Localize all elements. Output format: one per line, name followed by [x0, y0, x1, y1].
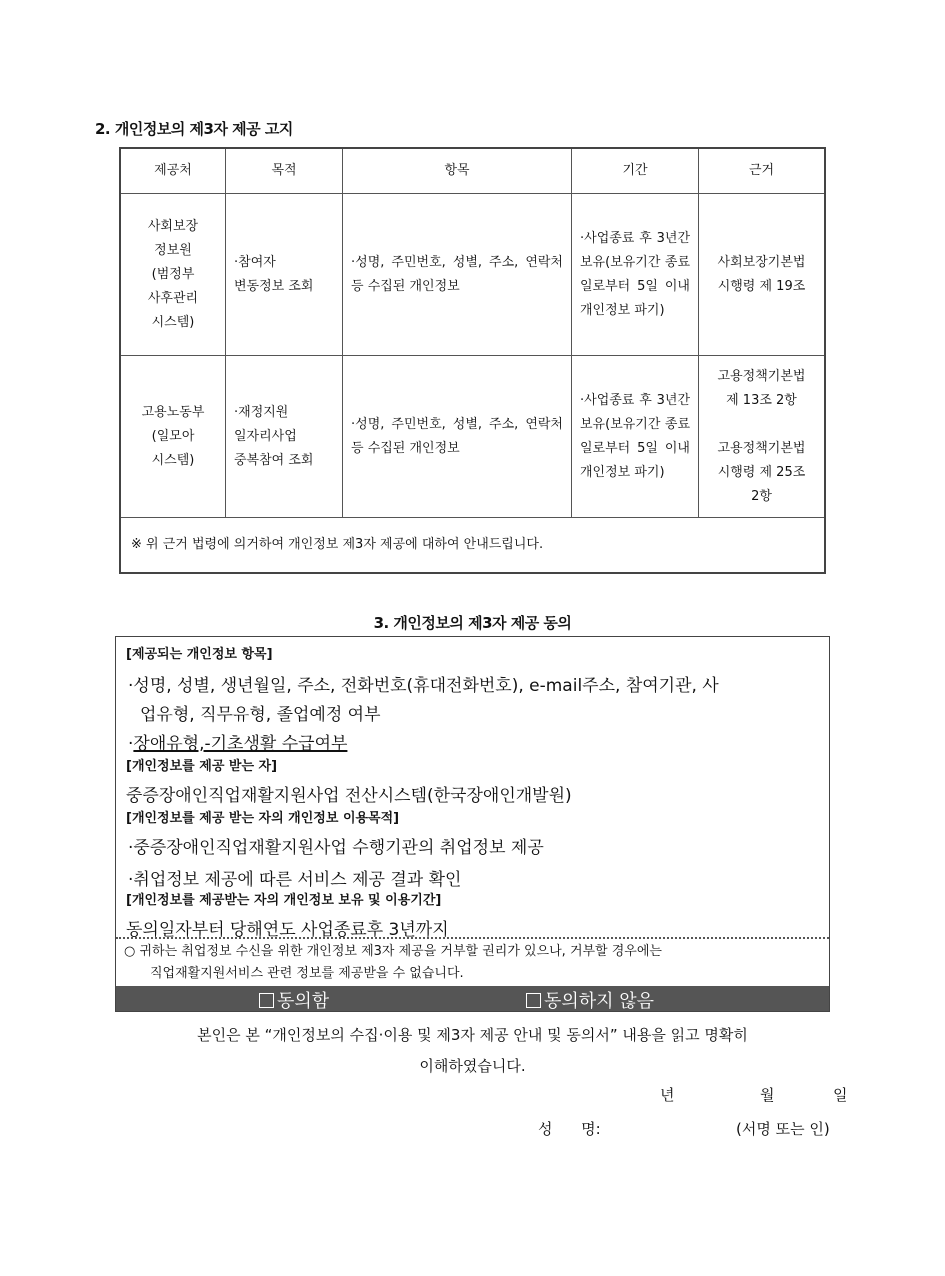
- provider-cell: 고용노동부 (일모아 시스템): [120, 356, 226, 518]
- basis-cell: 고용정책기본법 제 13조 2항 고용정책기본법 시행령 제 25조 2항: [699, 356, 826, 518]
- recipient-label: [개인정보를 제공 받는 자]: [126, 759, 278, 774]
- purpose-line: ·중증장애인직업재활지원사업 수행기관의 취업정보 제공: [128, 838, 544, 858]
- header-items: 항목: [343, 148, 572, 194]
- year-label: 년: [660, 1086, 675, 1104]
- table-row: [120, 356, 825, 518]
- month-label: 월: [760, 1086, 775, 1104]
- consent-statement: 본인은 본 “개인정보의 수집·이용 및 제3자 제공 안내 및 동의서” 내용을 읽고 명확히: [197, 1026, 748, 1044]
- agree-checkbox[interactable]: [259, 993, 274, 1008]
- section2-title: 2. 개인정보의 제3자 제공 고지: [95, 120, 293, 138]
- table-row: [120, 194, 825, 356]
- refusal-notice: ○ 귀하는 취업정보 수신을 위한 개인정보 제3자 제공을 거부할 권리가 있으나, 거부할 경우에는 직업재활지원서비스 관련 정보를 제공받을 수 없습니다.: [124, 944, 662, 981]
- purpose-label: [개인정보를 제공 받는 자의 개인정보 이용목적]: [126, 811, 400, 826]
- signature-hint: (서명 또는 인): [736, 1120, 830, 1138]
- disagree-option[interactable]: 동의하지 않음: [526, 987, 654, 1013]
- header-provider: 제공처: [120, 148, 226, 194]
- divider: [116, 937, 829, 939]
- notice-text: ※ 위 근거 법령에 의거하여 개인정보 제3자 제공에 대하여 안내드립니다.: [120, 518, 825, 574]
- name-label: 성 명:: [538, 1120, 601, 1138]
- retention-text: 동의일자부터 당해연도 사업종료후 3년까지: [126, 920, 449, 940]
- section3-title: 3. 개인정보의 제3자 제공 동의: [373, 614, 572, 632]
- period-cell: ·사업종료 후 3년간 보유(보유기간 종료일로부터 5일 이내 개인정보 파기): [572, 194, 699, 356]
- retention-label: [개인정보를 제공받는 자의 개인정보 보유 및 이용기간]: [126, 893, 442, 908]
- header-purpose: 목적: [226, 148, 343, 194]
- items-cell: ·성명, 주민번호, 성별, 주소, 연락처 등 수집된 개인정보: [343, 194, 572, 356]
- table-header-row: [120, 148, 825, 194]
- consent-box: [115, 636, 830, 1012]
- provider-cell: 사회보장 정보원 (범정부 사후관리 시스템): [120, 194, 226, 356]
- items-line: 업유형, 직무유형, 졸업예정 여부: [140, 705, 381, 725]
- header-period: 기간: [572, 148, 699, 194]
- third-party-notice-table: [119, 147, 826, 574]
- items-label: [제공되는 개인정보 항목]: [126, 647, 273, 662]
- period-cell: ·사업종료 후 3년간 보유(보유기간 종료일로부터 5일 이내 개인정보 파기): [572, 356, 699, 518]
- items-line: ·성명, 성별, 생년월일, 주소, 전화번호(휴대전화번호), e-mail주소, 참여기관, 사: [128, 676, 719, 696]
- disagree-checkbox[interactable]: [526, 993, 541, 1008]
- header-basis: 근거: [699, 148, 826, 194]
- note-row: [120, 518, 825, 574]
- basis-cell: 사회보장기본법 시행령 제 19조: [699, 194, 826, 356]
- purpose-cell: ·참여자 변동정보 조회: [226, 194, 343, 356]
- consent-statement-2: 이해하였습니다.: [419, 1057, 526, 1075]
- consent-choice-bar: [116, 986, 829, 1011]
- day-label: 일: [833, 1086, 848, 1104]
- purpose-line: ·취업정보 제공에 따른 서비스 제공 결과 확인: [128, 870, 462, 890]
- agree-option[interactable]: 동의함: [259, 987, 329, 1013]
- items-line-sensitive: ·장애유형,-기초생활 수급여부: [128, 734, 348, 754]
- recipient-text: 중증장애인직업재활지원사업 전산시스템(한국장애인개발원): [126, 786, 572, 806]
- purpose-cell: ·재정지원 일자리사업 중복참여 조회: [226, 356, 343, 518]
- items-cell: ·성명, 주민번호, 성별, 주소, 연락처 등 수집된 개인정보: [343, 356, 572, 518]
